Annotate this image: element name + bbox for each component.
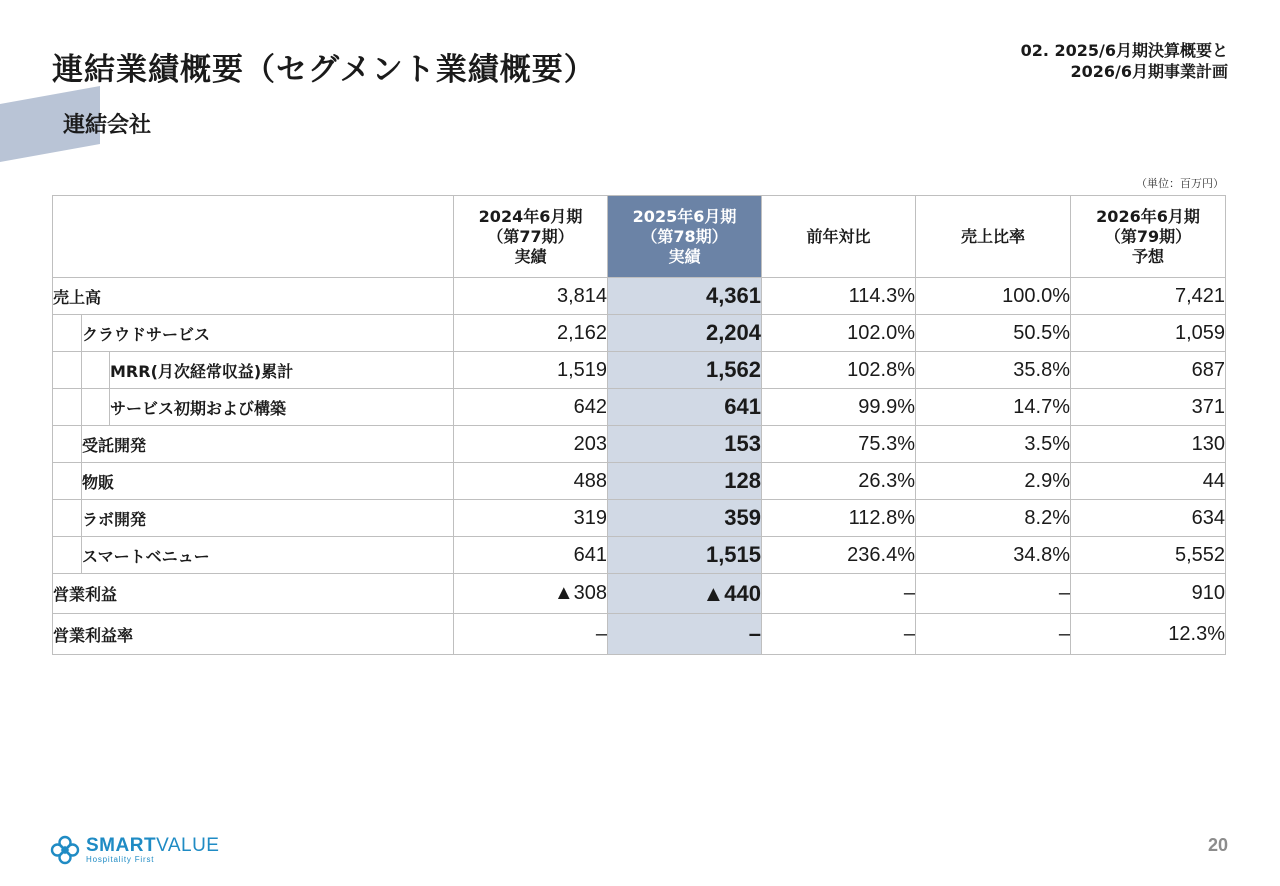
indent-cell	[53, 426, 82, 463]
cell-fy2024: ▲308	[454, 574, 608, 614]
indent-cell	[53, 537, 82, 574]
header-yoy	[762, 196, 916, 278]
cell-fy2026: 7,421	[1071, 278, 1226, 315]
row-label: 売上高	[53, 278, 454, 315]
cell-yoy: –	[762, 574, 916, 614]
row-label: スマートベニュー	[82, 537, 454, 574]
cell-fy2025: 153	[608, 426, 762, 463]
cell-yoy: 114.3%	[762, 278, 916, 315]
row-label: 受託開発	[82, 426, 454, 463]
table-row	[53, 463, 1226, 500]
cell-fy2026: 1,059	[1071, 315, 1226, 352]
cell-fy2025: 4,361	[608, 278, 762, 315]
table-row	[53, 389, 1226, 426]
cell-fy2026: 634	[1071, 500, 1226, 537]
header-line: 実績	[668, 246, 701, 266]
cell-fy2024: 1,519	[454, 352, 608, 389]
cell-ratio: 8.2%	[916, 500, 1071, 537]
table-header-row	[53, 196, 1226, 278]
header-fy2025-actual	[608, 196, 762, 278]
logo-text	[86, 836, 219, 864]
table-row	[53, 500, 1226, 537]
cell-fy2025: –	[608, 614, 762, 655]
header-line: 2024年6月期	[478, 206, 583, 226]
cell-fy2025: 1,515	[608, 537, 762, 574]
logo-name-light: VALUE	[156, 835, 220, 856]
indent-cell	[53, 389, 82, 426]
cell-yoy: 26.3%	[762, 463, 916, 500]
cell-fy2024: 203	[454, 426, 608, 463]
header-line: 前年対比	[806, 226, 871, 246]
row-label: クラウドサービス	[82, 315, 454, 352]
cell-fy2025: ▲440	[608, 574, 762, 614]
header-line: 実績	[514, 246, 547, 266]
cell-fy2024: –	[454, 614, 608, 655]
unit-note: （単位：百万円）	[1136, 177, 1224, 190]
cell-fy2026: 12.3%	[1071, 614, 1226, 655]
cell-yoy: 75.3%	[762, 426, 916, 463]
logo-name	[86, 836, 219, 855]
row-label: 営業利益率	[53, 614, 454, 655]
page-title: 連結業績概要（セグメント業績概要）	[52, 52, 596, 88]
section-label	[1021, 40, 1228, 82]
header-line: （第79期）	[1104, 226, 1192, 246]
cell-fy2025: 2,204	[608, 315, 762, 352]
cell-yoy: 102.0%	[762, 315, 916, 352]
cell-ratio: 2.9%	[916, 463, 1071, 500]
section-label-line1: 02. 2025/6月期決算概要と	[1020, 41, 1228, 60]
indent-cell	[53, 352, 82, 389]
cell-fy2024: 642	[454, 389, 608, 426]
indent-cell	[82, 389, 110, 426]
cell-fy2025: 1,562	[608, 352, 762, 389]
table-row	[53, 537, 1226, 574]
header-line: 2026年6月期	[1096, 206, 1200, 226]
table-row	[53, 614, 1226, 655]
cell-fy2026: 5,552	[1071, 537, 1226, 574]
cell-ratio: 35.8%	[916, 352, 1071, 389]
table-row	[53, 278, 1226, 315]
header-sales-ratio	[916, 196, 1071, 278]
clover-logo-icon	[50, 835, 80, 865]
cell-ratio: 34.8%	[916, 537, 1071, 574]
cell-fy2026: 910	[1071, 574, 1226, 614]
cell-ratio: 100.0%	[916, 278, 1071, 315]
cell-yoy: 102.8%	[762, 352, 916, 389]
page-number: 20	[1207, 835, 1228, 855]
cell-yoy: 236.4%	[762, 537, 916, 574]
row-label: サービス初期および構築	[110, 389, 454, 426]
cell-fy2025: 128	[608, 463, 762, 500]
header-line: 売上比率	[961, 226, 1026, 246]
section-label-line2: 2026/6月期事業計画	[1070, 62, 1228, 81]
row-label: 営業利益	[53, 574, 454, 614]
row-label: MRR(月次経常収益)累計	[110, 352, 454, 389]
cell-yoy: 112.8%	[762, 500, 916, 537]
cell-ratio: –	[916, 614, 1071, 655]
cell-fy2026: 687	[1071, 352, 1226, 389]
cell-ratio: 50.5%	[916, 315, 1071, 352]
cell-fy2024: 2,162	[454, 315, 608, 352]
cell-ratio: 14.7%	[916, 389, 1071, 426]
logo-tagline: Hospitality First	[86, 855, 155, 864]
subtitle: 連結会社	[63, 113, 152, 138]
cell-fy2025: 359	[608, 500, 762, 537]
segment-table	[52, 195, 1226, 655]
header-fy2026-forecast	[1071, 196, 1226, 278]
header-line: （第78期）	[641, 226, 728, 246]
cell-fy2025: 641	[608, 389, 762, 426]
header-line: 予想	[1132, 246, 1165, 266]
indent-cell	[53, 315, 82, 352]
cell-fy2026: 371	[1071, 389, 1226, 426]
header-line: （第77期）	[487, 226, 574, 246]
indent-cell	[53, 500, 82, 537]
table-row	[53, 352, 1226, 389]
table-row	[53, 315, 1226, 352]
logo-name-bold: SMART	[86, 835, 157, 856]
table-row	[53, 426, 1226, 463]
row-label: ラボ開発	[82, 500, 454, 537]
indent-cell	[82, 352, 110, 389]
cell-yoy: –	[762, 614, 916, 655]
cell-fy2024: 319	[454, 500, 608, 537]
cell-fy2024: 641	[454, 537, 608, 574]
table-row	[53, 574, 1226, 614]
header-fy2024-actual	[454, 196, 608, 278]
indent-cell	[53, 463, 82, 500]
company-logo	[50, 832, 219, 868]
cell-fy2026: 130	[1071, 426, 1226, 463]
cell-fy2024: 3,814	[454, 278, 608, 315]
cell-yoy: 99.9%	[762, 389, 916, 426]
cell-ratio: –	[916, 574, 1071, 614]
header-blank	[53, 196, 454, 278]
header-line: 2025年6月期	[632, 206, 737, 226]
cell-fy2024: 488	[454, 463, 608, 500]
cell-fy2026: 44	[1071, 463, 1226, 500]
row-label: 物販	[82, 463, 454, 500]
cell-ratio: 3.5%	[916, 426, 1071, 463]
